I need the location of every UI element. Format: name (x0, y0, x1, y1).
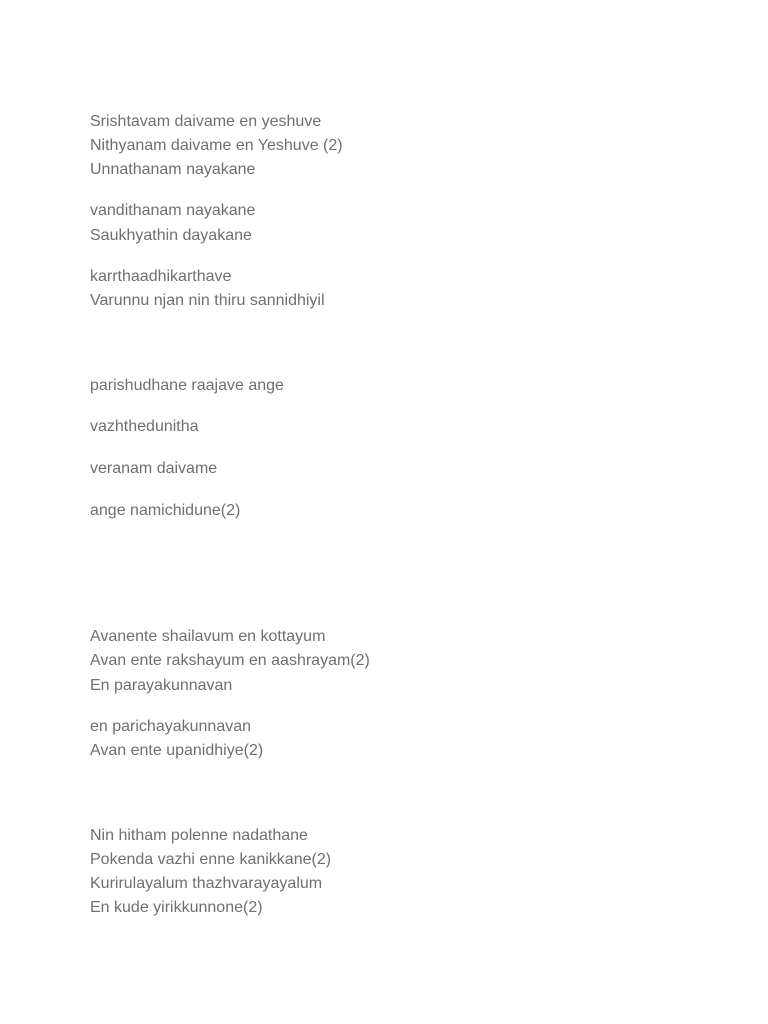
lyric-line: Kurirulayalum thazhvarayayalum (90, 875, 323, 892)
lyric-line: karrthaadhikarthave (90, 268, 232, 285)
lyric-line: Nin hitham polenne nadathane (90, 827, 308, 844)
lyric-line: En parayakunnavan (90, 677, 233, 694)
lyric-line: Avan ente upanidhiye(2) (90, 742, 264, 759)
lyric-line: ange namichidune(2) (90, 502, 241, 519)
lyric-line: Pokenda vazhi enne kanikkane(2) (90, 851, 332, 868)
lyric-line: En kude yirikkunnone(2) (90, 899, 263, 916)
lyric-line: Saukhyathin dayakane (90, 227, 252, 244)
lyric-line: parishudhane raajave ange (90, 377, 284, 394)
lyric-line: en parichayakunnavan (90, 718, 252, 735)
lyric-line: Srishtavam daivame en yeshuve (90, 113, 322, 130)
lyric-line: Nithyanam daivame en Yeshuve (2) (90, 137, 343, 154)
lyric-line: Varunnu njan nin thiru sannidhiyil (90, 292, 325, 309)
lyric-line: vandithanam nayakane (90, 202, 256, 219)
lyric-line: veranam daivame (90, 460, 218, 477)
lyric-line: Unnathanam nayakane (90, 161, 256, 178)
lyric-line: Avan ente rakshayum en aashrayam(2) (90, 652, 370, 669)
lyric-line: Avanente shailavum en kottayum (90, 628, 326, 645)
lyric-line: vazhthedunitha (90, 418, 199, 435)
